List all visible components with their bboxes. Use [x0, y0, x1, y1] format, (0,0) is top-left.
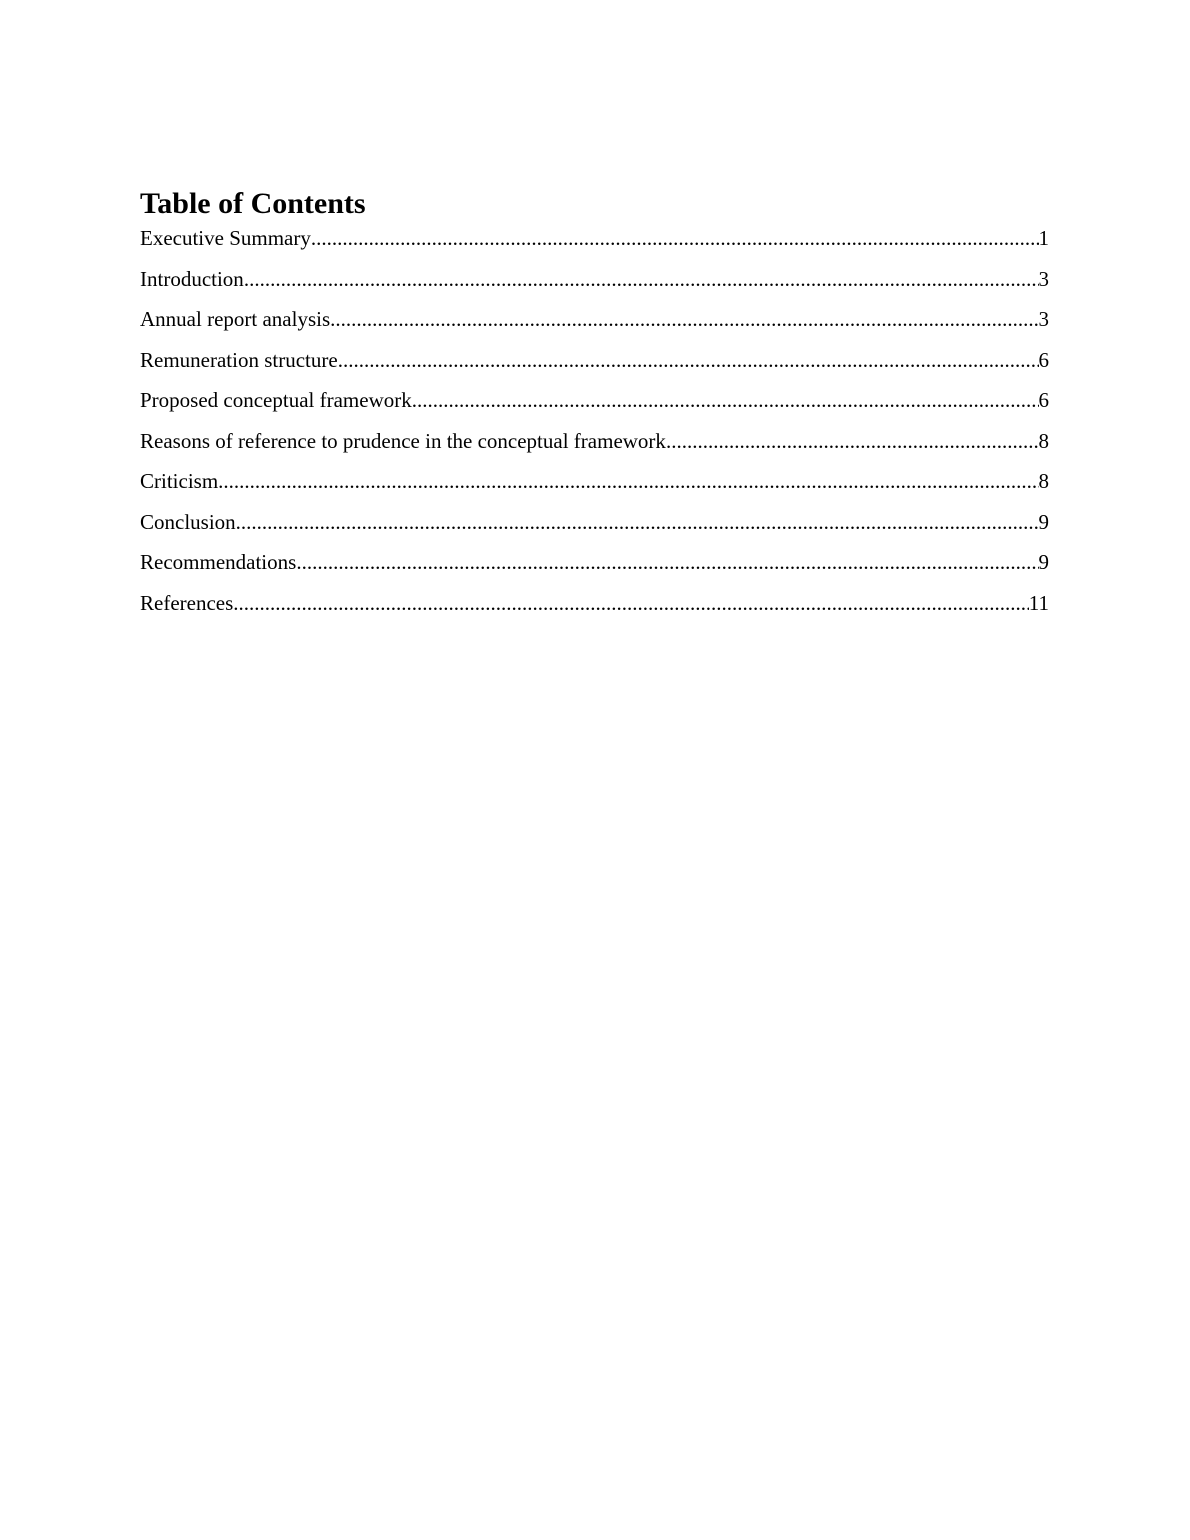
dot-leader: [296, 550, 1038, 575]
dot-leader: [244, 267, 1039, 292]
dot-leader: [666, 429, 1039, 454]
toc-entry-criticism[interactable]: [140, 469, 1049, 510]
toc-entry-recommendations[interactable]: [140, 550, 1049, 591]
toc-entry-reasons-of-reference-to-prudence[interactable]: [140, 429, 1049, 470]
toc-entry-page-number: 8: [1038, 469, 1049, 493]
toc-entry-title: Recommendations: [140, 550, 297, 574]
toc-entry-introduction[interactable]: [140, 267, 1049, 308]
toc-entry-page-number: 3: [1038, 266, 1049, 291]
toc-entry-page-number: 6: [1038, 388, 1049, 412]
toc-entry-remuneration-structure[interactable]: [140, 348, 1049, 389]
dot-leader: [338, 348, 1039, 373]
dot-leader: [233, 591, 1028, 616]
toc-entry-conclusion[interactable]: [140, 510, 1049, 551]
toc-entry-references[interactable]: [140, 591, 1049, 632]
toc-entry-page-number: 9: [1038, 550, 1049, 574]
toc-entry-page-number: 6: [1038, 347, 1049, 372]
table-of-contents: [140, 186, 1049, 631]
toc-entry-page-number: 9: [1038, 509, 1049, 534]
toc-entry-title: Conclusion: [140, 509, 236, 534]
toc-entry-title: References: [140, 590, 234, 615]
toc-entry-page-number: 1: [1038, 226, 1049, 250]
toc-entry-proposed-conceptual-framework[interactable]: [140, 388, 1049, 429]
toc-heading: Table of Contents: [140, 187, 366, 220]
toc-list: [140, 226, 1049, 631]
toc-entry-page-number: 11: [1028, 590, 1049, 615]
toc-entry-title: Annual report analysis: [140, 307, 331, 331]
toc-entry-page-number: 8: [1038, 428, 1049, 453]
dot-leader: [311, 226, 1039, 251]
dot-leader: [330, 307, 1038, 332]
toc-entry-annual-report-analysis[interactable]: [140, 307, 1049, 348]
toc-entry-title: Executive Summary: [140, 226, 311, 250]
toc-entry-title: Reasons of reference to prudence in the conceptual framework: [140, 428, 666, 453]
dot-leader: [218, 469, 1038, 494]
toc-entry-executive-summary[interactable]: [140, 226, 1049, 267]
toc-entry-page-number: 3: [1038, 307, 1049, 331]
toc-entry-title: Proposed conceptual framework: [140, 388, 412, 412]
dot-leader: [236, 510, 1039, 535]
toc-entry-title: Introduction: [140, 266, 244, 291]
toc-entry-title: Criticism: [140, 469, 219, 493]
dot-leader: [412, 388, 1039, 413]
toc-entry-title: Remuneration structure: [140, 347, 338, 372]
